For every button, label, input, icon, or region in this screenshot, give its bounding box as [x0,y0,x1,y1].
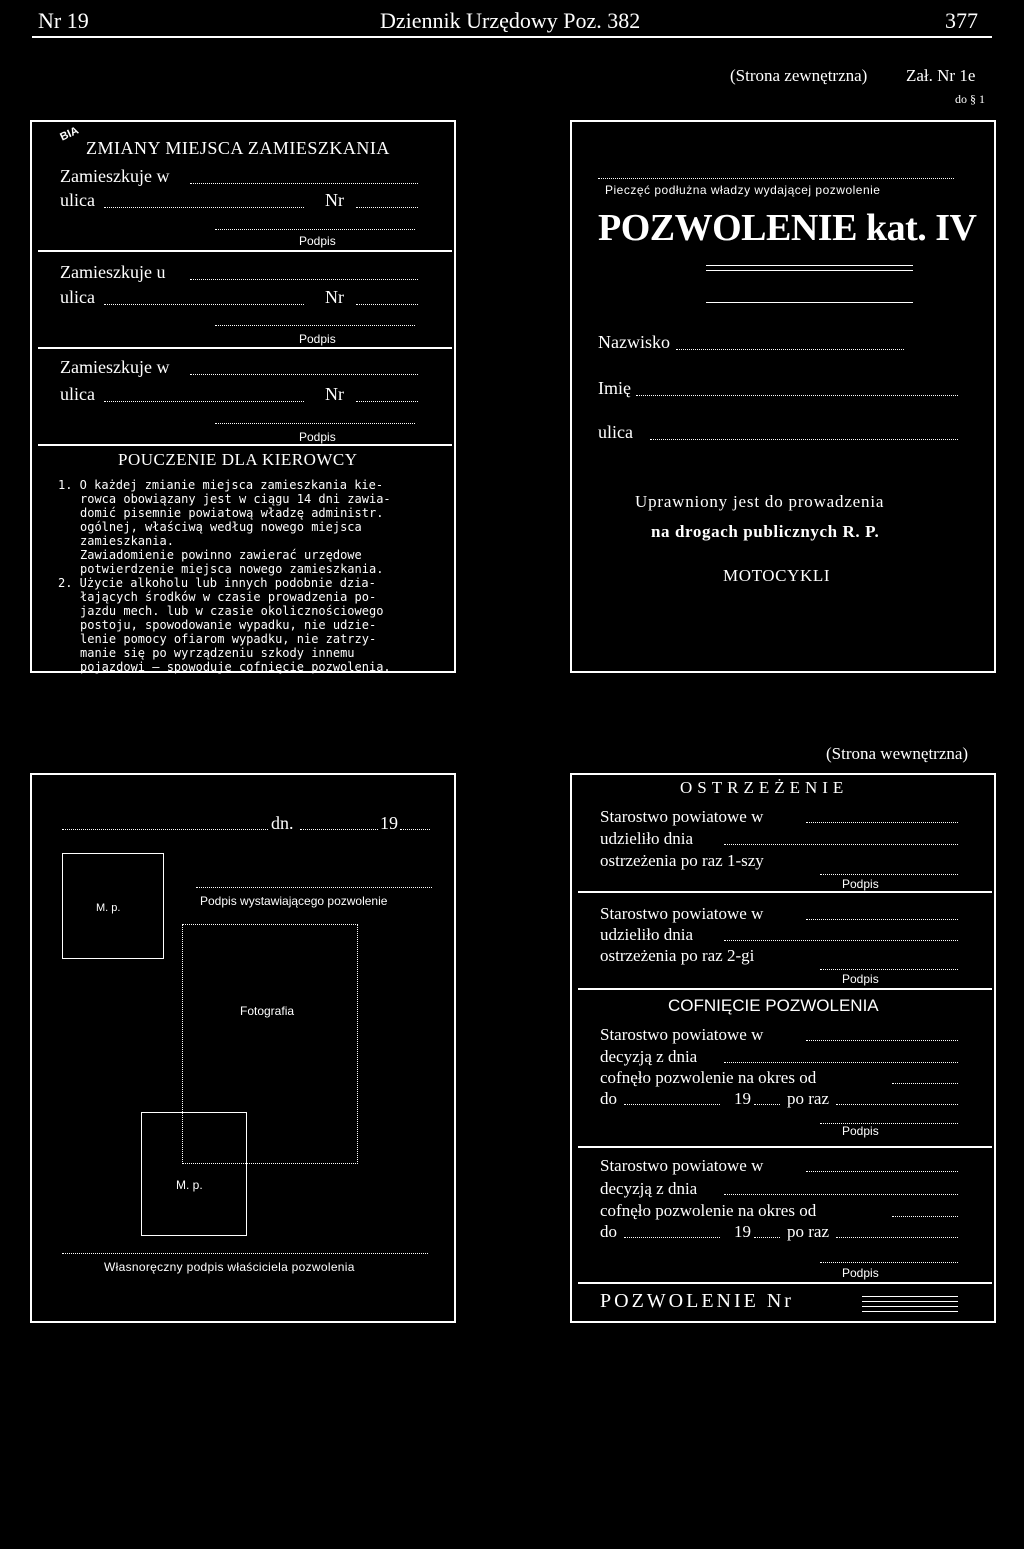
w1-sign: Podpis [842,877,879,891]
block-divider-1 [38,250,452,252]
instruction-2 [58,576,391,674]
instruction-2-line: łających środków w czasie prowadzenia po- [80,590,377,604]
r1-line3: cofnęło pozwolenie na okres od [600,1068,817,1087]
issuer-sign-label: Podpis wystawiającego pozwolenie [200,894,388,908]
photo-card-bottom-border [30,1321,456,1323]
r1-line1: Starostwo powiatowe w [600,1025,764,1044]
permit-number-rule-2 [862,1301,958,1302]
permit-title: POZWOLENIE kat. IV [598,207,977,249]
stamp-fragment: BIA [58,124,81,144]
r1-po-raz: po raz [787,1089,830,1108]
inner-side-caption: (Strona wewnętrzna) [826,744,969,763]
nr-field-2 [356,304,418,305]
r2-field1 [806,1171,958,1172]
instruction-1-line: 1. O każdej zmianie miejsca zamieszkania kie- [58,478,384,492]
w1-line3: ostrzeżenia po raz 1-szy [600,851,764,870]
r1-sign-line [820,1123,958,1124]
street-label: ulica [598,422,633,442]
street-label-3: ulica [60,384,95,404]
photo-card-top-border [30,773,456,775]
w2-sign: Podpis [842,972,879,986]
cover-right-border [994,120,996,673]
attachment-ref: Zał. Nr 1e [906,66,976,85]
w1-sign-line [820,874,958,875]
lives-field-1 [190,183,418,184]
warnings-right-border [994,773,996,1323]
title-rule-1 [706,265,913,266]
w2-divider [578,988,992,990]
lives-label-1: Zamieszkuje w [60,166,170,186]
instruction-2-line: 2. Użycie alkoholu lub innych podobnie dzia- [58,576,376,590]
nr-label-2: Nr [325,287,344,307]
seal-caption: Pieczęć podłużna władzy wydającej pozwolenie [605,183,881,197]
card-right-border [454,120,456,673]
lives-label-3: Zamieszkuje w [60,357,170,377]
sign-line-1 [215,229,415,230]
permit-number-label: POZWOLENIE Nr [600,1290,794,1312]
r2-field-raz [836,1237,958,1238]
cover-top-border [570,120,996,122]
firstname-field [636,395,958,396]
r2-field-do [624,1237,720,1238]
permit-number-rule-4 [862,1311,958,1312]
warnings-top-border [570,773,996,775]
issue-number: Nr 19 [38,8,89,33]
instruction-1-line: rowca obowiązany jest w ciągu 14 dni zawia- [80,492,391,506]
w1-divider [578,891,992,893]
card-top-border [30,120,456,122]
r2-sign: Podpis [842,1266,879,1280]
nr-label-3: Nr [325,384,344,404]
instruction-1-line: Zawiadomienie powinno zawierać urzędowe [80,548,362,562]
w2-line2: udzieliło dnia [600,925,694,944]
w2-field2 [724,940,958,941]
instruction-1 [58,478,391,576]
year-field [400,829,430,830]
street-label-1: ulica [60,190,95,210]
r1-field3 [892,1083,958,1084]
cover-bottom-border [570,671,996,673]
owner-sign-label: Własnoręczny podpis właściciela pozwolenia [104,1260,355,1274]
seal-line [598,178,954,179]
attachment-ref-sub: do § 1 [955,92,985,106]
street-field-2 [104,304,304,305]
w2-field1 [806,919,958,920]
instruction-2-line: jazdu mech. lub w czasie okolicznościowego [80,604,384,618]
instruction-2-line: manie się po wyrządzeniu szkody innemu [80,646,355,660]
entitlement-line-1: Uprawniony jest do prowadzenia [635,492,885,511]
instruction-2-line: lenie pomocy ofiarom wypadku, nie zatrzy- [80,632,377,646]
permit-number-rule-3 [862,1306,958,1307]
warnings-bottom-border [570,1321,996,1323]
sign-label-2: Podpis [299,332,336,346]
r2-sign-line [820,1262,958,1263]
sign-line-2 [215,325,415,326]
warnings-title: OSTRZEŻENIE [680,778,849,797]
permit-number-rule-1 [862,1296,958,1297]
r2-field2 [724,1194,958,1195]
surname-label: Nazwisko [598,332,670,352]
r1-sign: Podpis [842,1124,879,1138]
lives-field-3 [190,374,418,375]
journal-title: Dziennik Urzędowy Poz. 382 [380,8,641,33]
title-rule-3 [706,302,913,303]
warnings-left-border [570,773,572,1323]
revoke-title: COFNIĘCIE POZWOLENIA [668,996,879,1015]
lives-field-2 [190,279,418,280]
w1-line2: udzieliło dnia [600,829,694,848]
r2-year: 19 [734,1222,751,1241]
outer-side-caption: (Strona zewnętrzna) [730,66,868,85]
street-field [650,439,958,440]
firstname-label: Imię [598,378,631,398]
w1-line1: Starostwo powiatowe w [600,807,764,826]
card-left-border [30,120,32,673]
cover-left-border [570,120,572,673]
r1-line2: decyzją z dnia [600,1047,698,1066]
w2-line3: ostrzeżenia po raz 2-gi [600,946,755,965]
date-year: 19 [380,813,398,833]
r1-field-do [624,1104,720,1105]
owner-sign-line [62,1253,428,1254]
w1-field2 [724,844,958,845]
instruction-1-line: ogólnej, właściwą według nowego miejsca [80,520,362,534]
r1-field-year [754,1104,780,1105]
surname-field [676,349,904,350]
w1-field1 [806,822,958,823]
instruction-2-line: pojazdowi — spowoduje cofnięcie pozwolenia. [80,660,391,674]
instruction-1-line: domić pisemnie powiatową władzę administr. [80,506,384,520]
block-divider-3 [38,444,452,446]
r2-do: do [600,1222,617,1241]
r1-field1 [806,1040,958,1041]
issuer-sign-line [196,887,432,888]
instructions-title: POUCZENIE DLA KIEROWCY [118,450,358,469]
stamp-box-2 [141,1112,247,1236]
r1-year: 19 [734,1089,751,1108]
nr-field-1 [356,207,418,208]
photo-card-left-border [30,773,32,1323]
lives-label-2: Zamieszkuje u [60,262,166,282]
vehicle-category: MOTOCYKLI [723,566,831,585]
r2-line3: cofnęło pozwolenie na okres od [600,1201,817,1220]
r2-po-raz: po raz [787,1222,830,1241]
place-field [62,829,268,830]
r2-line2: decyzją z dnia [600,1179,698,1198]
header-rule [32,36,992,38]
r2-field-year [754,1237,780,1238]
r2-divider [578,1282,992,1284]
r2-line1: Starostwo powiatowe w [600,1156,764,1175]
photo-label: Fotografia [240,1004,295,1018]
stamp-label-1: M. p. [96,902,121,914]
page-number: 377 [945,8,978,33]
entitlement-line-2: na drogach publicznych R. P. [651,522,880,541]
r2-field3 [892,1216,958,1217]
title-rule-2 [706,270,913,271]
block-divider-2 [38,347,452,349]
instruction-1-line: zamieszkania. [80,534,174,548]
r1-divider [578,1146,992,1148]
street-field-1 [104,207,304,208]
sign-line-3 [215,423,415,424]
sign-label-1: Podpis [299,234,336,248]
street-label-2: ulica [60,287,95,307]
r1-do: do [600,1089,617,1108]
w2-sign-line [820,969,958,970]
w2-line1: Starostwo powiatowe w [600,904,764,923]
stamp-label-2: M. p. [176,1178,203,1192]
photo-card-right-border [454,773,456,1323]
instruction-2-line: postoju, spowodowanie wypadku, nie udzie- [80,618,377,632]
date-dn: dn. [271,813,294,833]
r1-field2 [724,1062,958,1063]
street-field-3 [104,401,304,402]
nr-field-3 [356,401,418,402]
nr-label-1: Nr [325,190,344,210]
sign-label-3: Podpis [299,430,336,444]
date-field [300,829,378,830]
instruction-1-line: potwierdzenie miejsca nowego zamieszkania. [80,562,384,576]
changes-title: ZMIANY MIEJSCA ZAMIESZKANIA [86,138,390,158]
r1-field-raz [836,1104,958,1105]
